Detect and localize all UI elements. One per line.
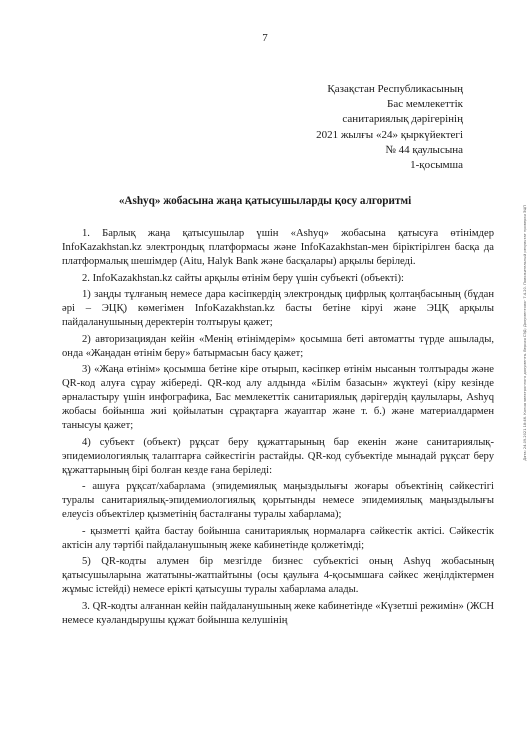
- approval-line: 1-қосымша: [410, 159, 463, 172]
- document-body: [62, 227, 494, 630]
- paragraph: 4) субъект (объект) рұқсат беру құжаттарының бар екенін және санитариялық-эпидемиологиялық талаптарға сәйкестігін растайды. QR-код субъектіде мынадай рұқсат беру құжаттарының бірі болған кезде ғана беріледі:: [62, 436, 494, 476]
- paragraph: 5) QR-кодты алумен бір мезгілде бизнес субъектісі оның Ashyq жобасының қатысушыларына жататыны-жатпайтыны (осы қаулыға 4-қосымшаға сәйкес жеңілдіктермен жұмыс істейді) немесе ерікті қатысушы туралы хабарлама алады.: [62, 556, 494, 596]
- approval-line: № 44 қаулысына: [385, 143, 463, 156]
- approval-block: [316, 82, 463, 173]
- approval-line: санитариялық дәрігерінің: [342, 113, 463, 126]
- paragraph: 1) заңды тұлғаның немесе дара кәсіпкердің электрондық цифрлық қолтаңбасының (бұдан әрі – ЭЦҚ) көмегімен InfoKazakhstan.kz басты бетіне кіруі және ЭЦҚ арқылы пайдаланушының деректерін толтыруы қажет;: [62, 288, 494, 329]
- paragraph: - ашуға рұқсат/хабарлама (эпидемиялық маңыздылығы жоғары объектінің сәйкестігі туралы санитариялық-эпидемиологиялық қорытынды немесе эпидемиялық маңыздылығы елеусіз объектілер қызметінің басталғаны туралы хабарлама);: [62, 481, 494, 521]
- paragraph: 1. Барлық жаңа қатысушылар үшін «Ashyq» жобасына қатысуға өтінімдер InfoKazakhstan.kz электрондық платформасы және InfoKazakhstan-мен біріктірілген басқа да платформалық шешімдер (Aitu, Halyk Bank және басқалары) арқылы беріледі.: [62, 228, 494, 268]
- page-number: 7: [262, 32, 268, 44]
- approval-line: Қазақстан Республикасының: [327, 83, 463, 95]
- approval-line: Бас мемлекеттік: [387, 98, 463, 111]
- paragraph: 2. InfoKazakhstan.kz сайты арқылы өтінім беру үшін субъекті (объекті):: [82, 272, 404, 284]
- electronic-copy-stamp: Дата: 24.09.2021 18:46. Копия электронного документа. Версия СЭД: Документолог 7.4.20. Положительный результат проверки ЭЦП: [523, 205, 527, 461]
- paragraph: 3. QR-кодты алғаннан кейін пайдаланушының жеке кабинетінде «Күзетші режимін» (ЖСН немесе куәландырушы құжат бойынша келушінің: [62, 600, 494, 626]
- document-title: «Ashyq» жобасына жаңа қатысушыларды қосу алгоритмі: [118, 195, 412, 207]
- approval-line: 2021 жылғы «24» қыркүйектегі: [316, 128, 463, 141]
- paragraph: - қызметті қайта бастау бойынша санитариялық нормаларға сәйкестік актісі. Сәйкестік актісін алу тәртібі пайдаланушының жеке кабинетінде қолжетімді;: [62, 525, 494, 551]
- paragraph: 2) авторизациядан кейін «Менің өтінімдерім» қосымша беті автоматты түрде ашылады, онда «Жаңадан өтінім беру» батырмасын басу қажет;: [62, 333, 494, 359]
- paragraph: 3) «Жаңа өтінім» қосымша бетіне кіре отырып, кәсіпкер өтінім нысанын толтырады және QR-код алуға сұрау жібереді. QR-код алу алдында «Білім базасын» жүктеуі (кіру кезінде әрналастыру үшін инфографика, Бас мемлекеттік санитариялық дәрігердің қаулылары, Ashyq жобасы бойынша жиі қойылатын сұрақтарға жауаптар және т. б.) және материалдармен танысуы қажет;: [62, 363, 494, 432]
